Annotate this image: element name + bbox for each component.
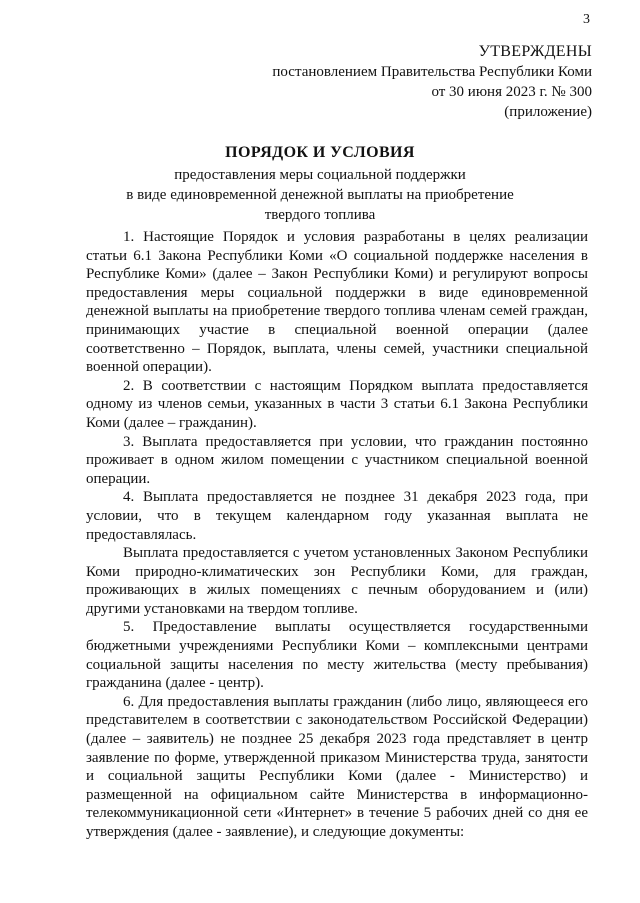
document-title: ПОРЯДОК И УСЛОВИЯ: [225, 144, 415, 161]
approval-line-1: постановлением Правительства Республики Коми: [272, 64, 592, 80]
approval-title: УТВЕРЖДЕНЫ: [478, 43, 592, 60]
paragraph-1: 1. Настоящие Порядок и условия разработаны в целях реализации статьи 6.1 Закона Республики Коми «О социальной поддержке населения в Республике Коми» (далее – Закон Республики Коми) и регулируют вопросы предоставления меры социальной поддержки в виде единовременной денежной выплаты на приобретение твердого топлива членам семей граждан, принимающих участие в специальной военной операции (далее соответственно – Порядок, выплата, члены семей, участники специальной военной операции).: [86, 229, 588, 376]
paragraph-4-continuation: Выплата предоставляется с учетом установленных Законом Республики Коми природно-климатических зон Республики Коми, для граждан, проживающих в жилых помещениях с печным оборудованием и (или) другими установками на твердом топливе.: [86, 545, 588, 617]
document-subtitle-line-2: в виде единовременной денежной выплаты на приобретение: [126, 187, 514, 203]
paragraph-5: 5. Предоставление выплаты осуществляется государственными бюджетными учреждениями Республики Коми – комплексными центрами социальной защиты населения по месту жительства (месту пребывания) гражданина (далее - центр).: [86, 619, 588, 692]
paragraph-4: 4. Выплата предоставляется не позднее 31 декабря 2023 года, при условии, что в текущем календарном году указанная выплата не предоставлялась.: [86, 489, 588, 543]
document-subtitle-line-3: твердого топлива: [264, 207, 376, 223]
document-subtitle-line-1: предоставления меры социальной поддержки: [174, 167, 466, 183]
paragraph-3: 3. Выплата предоставляется при условии, что гражданин постоянно проживает в одном жилом помещении с участником специальной военной операции.: [86, 433, 588, 487]
document-body: [86, 228, 588, 842]
paragraph-2: 2. В соответствии с настоящим Порядком выплата предоставляется одному из членов семьи, указанных в части 3 статьи 6.1 Закона Республики Коми (далее – гражданин).: [86, 377, 588, 431]
document-heading: [120, 143, 520, 225]
approval-line-2: от 30 июня 2023 г. № 300: [431, 84, 592, 100]
approval-line-3: (приложение): [504, 104, 592, 120]
paragraph-6: 6. Для предоставления выплаты гражданин (либо лицо, являющееся его представителем в соответствии с законодательством Российской Федерации) (далее – заявитель) не позднее 25 декабря 2023 года представляет в центр заявление по форме, утвержденной приказом Министерства труда, занятости и социальной защиты Республики Коми (далее - Министерство) и размещенной на официальном сайте Министерства в информационно-телекоммуникационной сети «Интернет» в течение 5 рабочих дней со дня ее утверждения (далее - заявление), и следующие документы:: [86, 693, 588, 840]
page-number: 3: [583, 12, 590, 27]
approval-stamp: [232, 42, 592, 122]
